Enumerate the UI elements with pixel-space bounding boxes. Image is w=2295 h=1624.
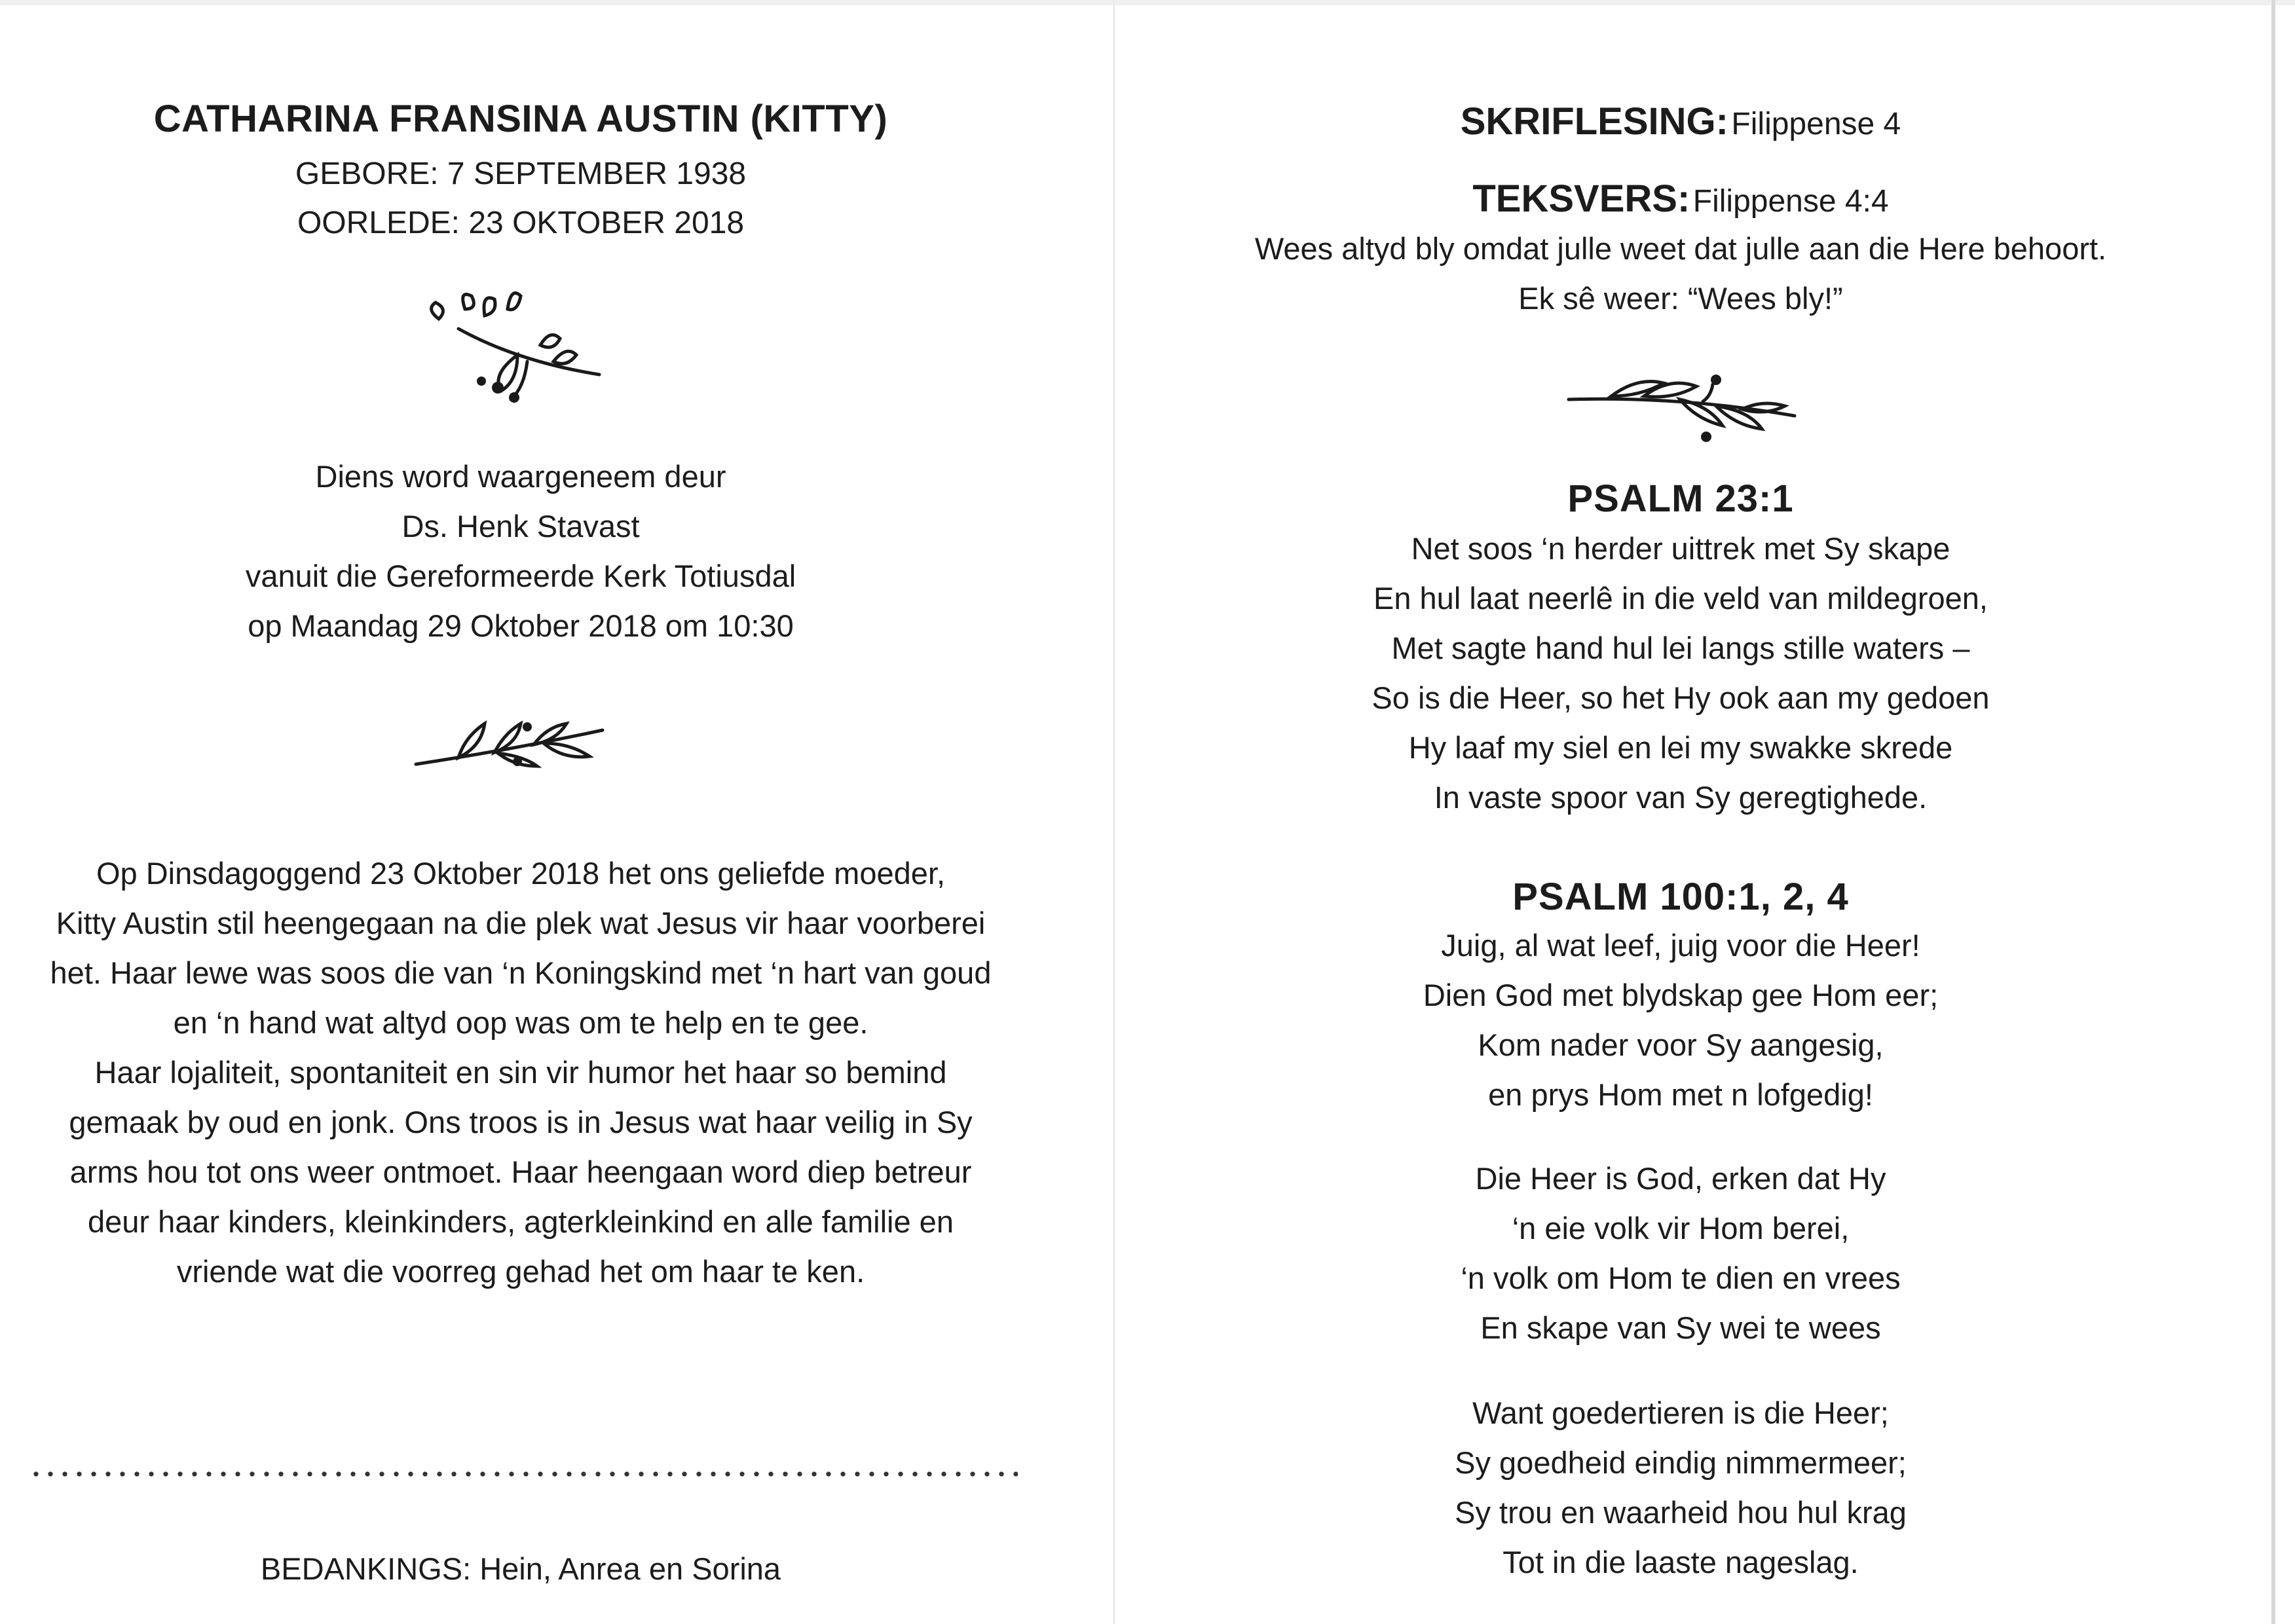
psalm-line: Net soos ‘n herder uittrek met Sy skape (1411, 531, 1950, 566)
floral-sprig-icon (419, 283, 609, 407)
leaf-branch-icon (413, 717, 609, 769)
psalm-line: Want goedertieren is die Heer; (1472, 1395, 1889, 1430)
tribute-line: gemaak by oud en jonk. Ons troos is in Jesus wat haar veilig in Sy (69, 1105, 973, 1139)
psalm-line: ‘n eie volk vir Hom berei, (1512, 1211, 1850, 1246)
text-verse-label: TEKSVERS: (1472, 177, 1690, 220)
psalm-line: En skape van Sy wei te wees (1480, 1310, 1881, 1345)
scripture-reading (1113, 100, 2248, 143)
left-page (0, 0, 1113, 1624)
psalm-line: So is die Heer, so het Hy ook aan my gedoen (1371, 680, 1990, 715)
psalm-100-stanza (1113, 921, 2248, 1120)
service-line: vanuit die Gereformeerde Kerk Totiusdal (245, 559, 796, 593)
psalm-line: Met sagte hand hul lei langs stille waters – (1391, 631, 1970, 665)
verse-line: Wees altyd bly omdat julle weet dat julle aan die Here behoort. (1254, 231, 2107, 266)
psalm-line: In vaste spoor van Sy geregtighede. (1434, 780, 1928, 815)
tribute-line: het. Haar lewe was soos die van ‘n Koningskind met ‘n hart van goud (50, 955, 992, 990)
psalm-line: en prys Hom met n lofgedig! (1488, 1077, 1873, 1112)
service-line: op Maandag 29 Oktober 2018 om 10:30 (248, 608, 794, 643)
psalm-line: Hy laaf my siel en lei my swakke skrede (1408, 730, 1953, 765)
psalm-line: Sy trou en waarheid hou hul krag (1455, 1495, 1907, 1530)
psalm-100-stanza (1113, 1388, 2248, 1587)
tribute-text (0, 849, 1041, 1297)
thanks-line: BEDANKINGS: Hein, Anrea en Sorina (260, 1551, 781, 1586)
text-verse-ref: Filippense 4:4 (1692, 184, 1889, 219)
psalm-23-title: PSALM 23:1 (1567, 477, 1794, 520)
deceased-name: CATHARINA FRANSINA AUSTIN (KITTY) (153, 98, 888, 140)
service-details (0, 452, 1041, 651)
birth-date: GEBORE: 7 SEPTEMBER 1938 (295, 157, 747, 191)
psalm-line: Sy goedheid eindig nimmermeer; (1455, 1445, 1907, 1480)
tribute-line: arms hou tot ons weer ontmoet. Haar heengaan word diep betreur (69, 1154, 972, 1189)
psalm-100-title: PSALM 100:1, 2, 4 (1512, 876, 1849, 918)
psalm-line: ‘n volk om Hom te dien en vrees (1461, 1261, 1901, 1295)
service-line: Ds. Henk Stavast (401, 509, 640, 544)
tribute-line: Kitty Austin stil heengegaan na die plek wat Jesus vir haar voorberei (56, 906, 986, 940)
tribute-line: Op Dinsdagoggend 23 Oktober 2018 het ons geliefde moeder, (96, 856, 946, 891)
leaf-branch-icon (1565, 370, 1801, 442)
verse-text (1113, 224, 2248, 323)
psalm-line: Die Heer is God, erken dat Hy (1475, 1161, 1886, 1196)
psalm-23-text (1113, 524, 2248, 822)
text-verse (1113, 177, 2248, 221)
scripture-reading-ref: Filippense 4 (1731, 107, 1901, 141)
psalm-line: Kom nader voor Sy aangesig, (1478, 1027, 1884, 1062)
scripture-reading-label: SKRIFLESING: (1460, 100, 1728, 143)
psalm-100-stanza (1113, 1154, 2248, 1353)
psalm-line: Juig, al wat leef, juig voor die Heer! (1441, 928, 1920, 963)
tribute-line: vriende wat die voorreg gehad het om haar te ken. (176, 1254, 865, 1289)
tribute-line: Haar lojaliteit, spontaniteit en sin vir humor het haar so bemind (94, 1055, 947, 1090)
psalm-line: Dien God met blydskap gee Hom eer; (1423, 978, 1939, 1012)
dotted-divider (29, 1470, 1018, 1478)
verse-line: Ek sê weer: “Wees bly!” (1518, 281, 1843, 316)
death-date: OORLEDE: 23 OKTOBER 2018 (297, 206, 745, 240)
tribute-line: en ‘n hand wat altyd oop was om te help en te gee. (173, 1005, 868, 1040)
psalm-line: En hul laat neerlê in die veld van mildegroen, (1373, 581, 1988, 616)
psalm-line: Tot in die laaste nageslag. (1502, 1545, 1859, 1579)
tribute-line: deur haar kinders, kleinkinders, agterkleinkind en alle familie en (88, 1204, 954, 1239)
service-line: Diens word waargeneem deur (315, 459, 726, 494)
right-page (1113, 0, 2295, 1624)
